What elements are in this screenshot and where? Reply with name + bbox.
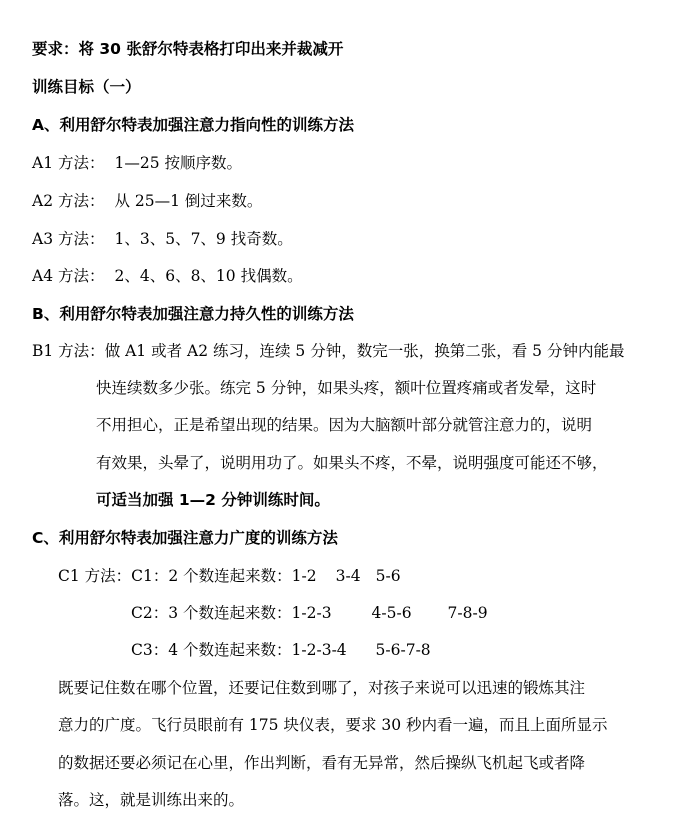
method-b1-text-line-3: 不用担心，正是希望出现的结果。因为大脑额叶部分就管注意力的，说明 [96,416,593,434]
method-b1-first-line [32,341,624,361]
method-b1-text-line-2: 快连续数多少张。练完 5 分钟，如果头疼，额叶位置疼痛或者发晕，这时 [96,379,597,397]
method-a1-label: A1 方法： [32,154,105,172]
method-a2 [32,191,262,211]
method-a4-text: 2、4、6、8、10 找偶数。 [114,267,303,285]
method-a4-label: A4 方法： [32,267,105,285]
c1-group-2: 3-4 [335,567,361,585]
c2-group-3: 7-8-9 [447,604,488,622]
method-a1 [32,153,242,173]
method-b1-label: B1 方法： [32,342,105,360]
method-b1-text-line-5: 可适当加强 1—2 分钟训练时间。 [96,491,330,509]
method-a3 [32,229,293,249]
closing-line-4: 落。这，就是训练出来的。 [58,791,245,809]
c3-group-1: 1-2-3-4 [291,641,347,659]
method-c1-label: C1 方法： [58,567,132,585]
section-a-title: A、利用舒尔特表加强注意力指向性的训练方法 [32,116,354,134]
c2-label: C2：3 个数连起来数： [131,604,292,622]
method-a4 [32,266,303,286]
section-b-title: B、利用舒尔特表加强注意力持久性的训练方法 [32,305,354,323]
method-a2-text: 从 25—1 倒过来数。 [114,192,263,210]
method-a3-text: 1、3、5、7、9 找奇数。 [114,230,293,248]
method-c1-row [58,566,401,586]
method-b1-text-line-4: 有效果，头晕了，说明用功了。如果头不疼，不晕，说明强度可能还不够， [96,454,608,472]
c2-group-2: 4-5-6 [371,604,412,622]
section-c-title: C、利用舒尔特表加强注意力广度的训练方法 [32,529,338,547]
c3-group-2: 5-6-7-8 [375,641,431,659]
closing-line-3: 的数据还要必须记在心里，作出判断，看有无异常，然后操纵飞机起飞或者降 [58,754,586,772]
c1-label: C1：2 个数连起来数： [131,567,292,585]
method-a2-label: A2 方法： [32,192,105,210]
closing-line-1: 既要记住数在哪个位置，还要记住数到哪了，对孩子来说可以迅速的锻炼其注 [58,679,586,697]
method-a1-text: 1—25 按顺序数。 [114,154,242,172]
method-c2-row [131,603,488,623]
goal-title: 训练目标（一） [32,78,141,96]
requirement-line: 要求：将 30 张舒尔特表格打印出来并裁减开 [32,40,344,58]
c1-group-3: 5-6 [375,567,401,585]
method-a3-label: A3 方法： [32,230,105,248]
c1-group-1: 1-2 [291,567,317,585]
method-c3-row [131,640,431,660]
c3-label: C3：4 个数连起来数： [131,641,292,659]
closing-line-2: 意力的广度。飞行员眼前有 175 块仪表，要求 30 秒内看一遍，而且上面所显示 [58,716,608,734]
method-b1-text-line-1: 做 A1 或者 A2 练习，连续 5 分钟，数完一张，换第二张，看 5 分钟内能最 [104,342,625,360]
c2-group-1: 1-2-3 [291,604,332,622]
